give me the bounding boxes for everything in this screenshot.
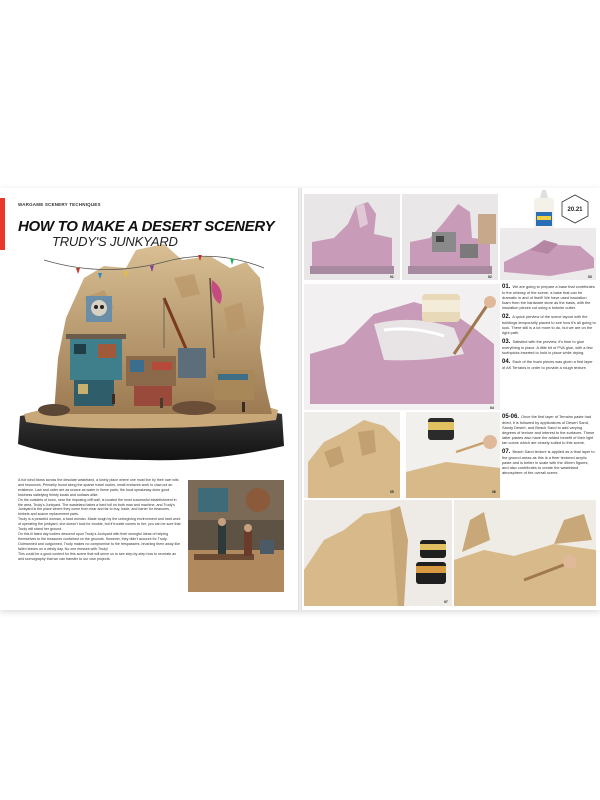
photo-number: 03 — [588, 275, 592, 279]
left-page — [0, 188, 298, 610]
step-number: 03. — [502, 338, 511, 345]
intro-text — [18, 478, 182, 561]
step-text: Each of the foam pieces was given a first layer of AK Terrains in order to provide a rough texture. — [502, 358, 593, 370]
step-01 — [502, 284, 596, 310]
issue-badge-text: 20.21 — [567, 207, 583, 213]
step-photo-02 — [402, 194, 498, 280]
step-03 — [502, 339, 596, 355]
intro-paragraph: Trudy is a peaceful woman, a hard woman. Made tough by the unforgiving environment and hard work of operating the junkyard, she doesn't look for trouble, but if trouble comes to her, you can be sure that Trudy will stand her ground. — [18, 517, 181, 532]
step-photo-05 — [304, 412, 400, 498]
article-title: HOW TO MAKE A DESERT SCENERY — [18, 218, 275, 235]
photo-number: 04 — [490, 406, 494, 410]
right-page — [302, 188, 600, 610]
step-text: Beach Sand texture is applied as a final layer to the ground areas as this is a finer textured acrylic paste and is better in scale with the 40mm figures, and also contributes to create the wasteland atmosphere of the overall scene. — [502, 449, 595, 476]
step-text: Satisfied with the preview, it's time to glue everything in place. A little bit of PVA glue, with a few toothpicks inserted to hold in place while drying. — [502, 338, 593, 356]
intro-paragraph: On this ill fated day looters descend upon Trudy's Junkyard with their wrongful ideas of helping themselves to the treasures contained on the grounds. However, they didn't account for Trudy. Outmanned and outgunned, Trudy makes no compromise to the trespassers, brushing them away like fallen leaves on a windy day. No one messes with Trudy! — [18, 531, 181, 551]
section-label: WARGAME SCENERY TECHNIQUES — [18, 202, 101, 207]
step-number: 05-06. — [502, 414, 520, 420]
issue-badge — [560, 194, 590, 224]
photo-number: 01 — [390, 275, 394, 279]
step-number: 07. — [502, 449, 511, 456]
junkyard-diorama-photo — [14, 238, 286, 470]
step-photo-final — [454, 500, 596, 606]
photo-number: 07 — [444, 600, 448, 604]
step-05-06 — [502, 414, 596, 446]
photo-number: 05 — [390, 490, 394, 494]
step-text: A quick preview of the scene layout with the buildings temporarily placed to see how it's all going to look. There still is a lot more to do, but we are on the right path. — [502, 313, 596, 336]
section-color-tab — [0, 198, 5, 250]
magazine-spread — [0, 188, 600, 610]
step-photo-07 — [304, 500, 452, 606]
intro-paragraph: A hot wind blows across the desolate wasteland, a lonely place where one must live by their own wits and resources. Primarily found along the sparse travel routes, small enclaves work to claw out an existence. Law and order are as scarce as water in these parts; the local speakeasy does good business satisfying thirsty locals and outlaws alike. — [18, 478, 179, 497]
step-text: Once the first layer of Terrains paste had dried, it is followed by applications of Desert Sand, Sandy Desert, and Beach Sand to add varying degrees of texture and interest to the surfaces. These latter pastes also have the added benefit of their light tan colors which are closely suited to this scene. — [502, 414, 595, 446]
step-number: 04. — [502, 358, 511, 365]
steps-column-top — [502, 284, 596, 373]
step-04 — [502, 359, 596, 370]
step-photo-01 — [304, 194, 400, 280]
step-photo-03 — [500, 228, 596, 280]
steps-column-bottom — [502, 414, 596, 479]
photo-number: 02 — [488, 275, 492, 279]
step-number: 01. — [502, 284, 511, 290]
step-text: We are going to prepare a base that contributes to the whimsy of the scene, a base that can be dramatic in and of itself! We have used insulation foam from the hardware store as the basis, with the insulation pieces cut using a hotwire cutter. — [502, 284, 595, 311]
step-02 — [502, 314, 596, 335]
intro-paragraph: This could be a good context for this scene that will serve us to see step-by-step how to recreate an arid scenography that we can transfer to our own projects. — [18, 551, 177, 561]
article-subtitle: TRUDY'S JUNKYARD — [52, 234, 178, 249]
step-photo-04 — [304, 284, 500, 410]
step-number: 02. — [502, 313, 511, 320]
figures-closeup-photo — [188, 480, 284, 592]
photo-number: 06 — [492, 490, 496, 494]
step-photo-06 — [406, 412, 500, 498]
step-07 — [502, 449, 596, 475]
intro-paragraph: On the outskirts of town, near the imposing cliff wall, is located the most successful establishment in the area, Trudy's Junkyard. The wasteland takes a hard toll on both man and machine, and Trudy's Junkyard is the place where they come from near and far to buy, trade, and barter for treasures, trinkets and scarce replacement parts. — [18, 497, 177, 517]
